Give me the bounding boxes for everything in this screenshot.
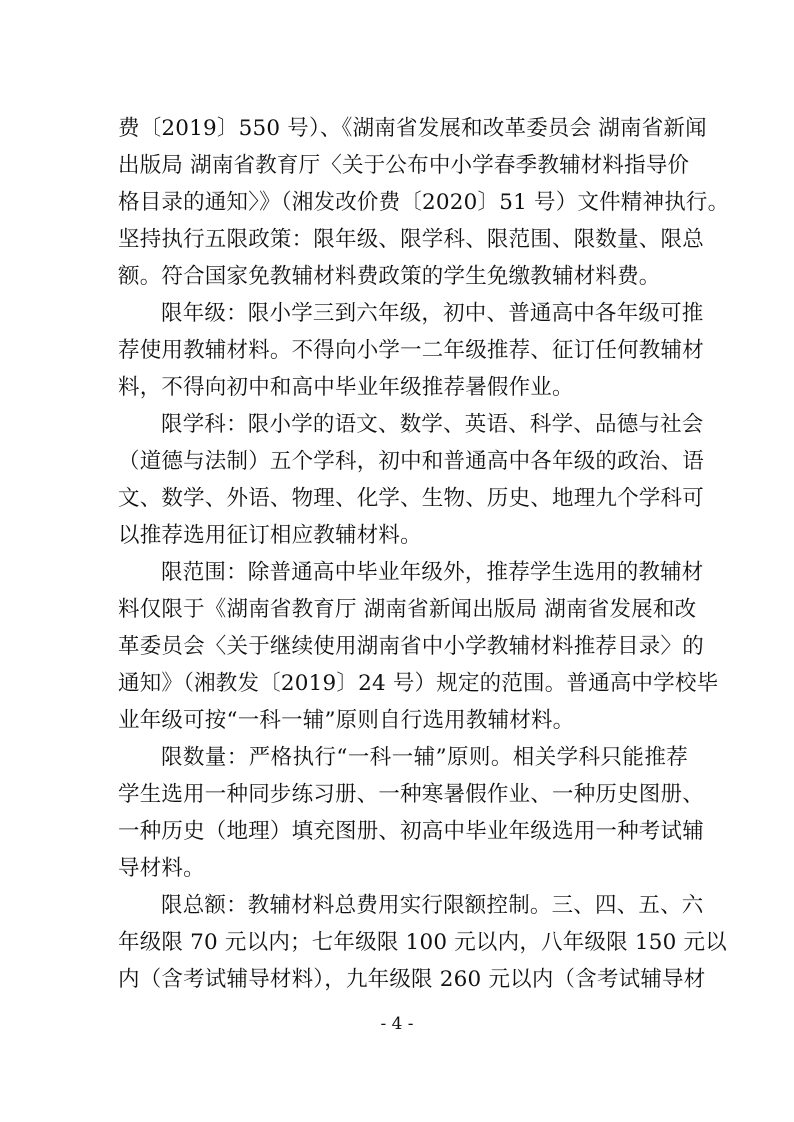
body-text	[118, 110, 730, 998]
paragraph-limit-subject	[118, 406, 704, 554]
paragraph-limit-quantity	[118, 739, 704, 887]
text-line: 格目录的通知〉》（湘发改价费〔2020〕51 号）文件精神执行。	[118, 190, 730, 215]
text-line: 料仅限于《湖南省教育厅 湖南省新闻出版局 湖南省发展和改	[118, 597, 697, 622]
text-line: 坚持执行五限政策：限年级、限学科、限范围、限数量、限总	[118, 227, 704, 252]
paragraph-limit-total	[118, 887, 727, 998]
text-line: 通知》（湘教发〔2019〕24 号）规定的范围。普通高中学校毕	[118, 671, 719, 696]
text-line: 年级限 70 元以内；七年级限 100 元以内，八年级限 150 元以	[118, 930, 727, 955]
text-line: 限范围：除普通高中毕业年级外，推荐学生选用的教辅材	[161, 560, 704, 585]
text-line: 业年级可按“一科一辅”原则自行选用教辅材料。	[118, 708, 575, 733]
page-number: - 4 -	[380, 1014, 414, 1034]
text-line: 限年级：限小学三到六年级，初中、普通高中各年级可推	[161, 301, 704, 326]
text-line: 限总额：教辅材料总费用实行限额控制。三、四、五、六	[161, 893, 704, 918]
text-line: （道德与法制）五个学科，初中和普通高中各年级的政治、语	[118, 449, 704, 474]
text-line: 文、数学、外语、物理、化学、生物、历史、地理九个学科可	[118, 486, 704, 511]
paragraph-1	[118, 110, 730, 295]
text-line: 限数量：严格执行“一科一辅”原则。相关学科只能推荐	[161, 745, 688, 770]
text-line: 导材料。	[118, 856, 205, 881]
text-line: 以推荐选用征订相应教辅材料。	[118, 523, 422, 548]
paragraph-limit-grade	[118, 295, 704, 406]
text-line: 限学科：限小学的语文、数学、英语、科学、品德与社会	[161, 412, 704, 437]
text-line: 料，不得向初中和高中毕业年级推荐暑假作业。	[118, 375, 574, 400]
text-line: 荐使用教辅材料。不得向小学一二年级推荐、征订任何教辅材	[118, 338, 704, 363]
text-line: 一种历史（地理）填充图册、初高中毕业年级选用一种考试辅	[118, 819, 704, 844]
text-line: 革委员会〈关于继续使用湖南省中小学教辅材料推荐目录〉的	[118, 634, 704, 659]
paragraph-limit-scope	[118, 554, 719, 739]
text-line: 内（含考试辅导材料），九年级限 260 元以内（含考试辅导材	[118, 967, 706, 992]
text-line: 费〔2019〕550 号）、《湖南省发展和改革委员会 湖南省新闻	[118, 116, 707, 141]
text-line: 额。符合国家免教辅材料费政策的学生免缴教辅材料费。	[118, 264, 661, 289]
text-line: 学生选用一种同步练习册、一种寒暑假作业、一种历史图册、	[118, 782, 704, 807]
text-line: 出版局 湖南省教育厅〈关于公布中小学春季教辅材料指导价	[118, 153, 690, 178]
